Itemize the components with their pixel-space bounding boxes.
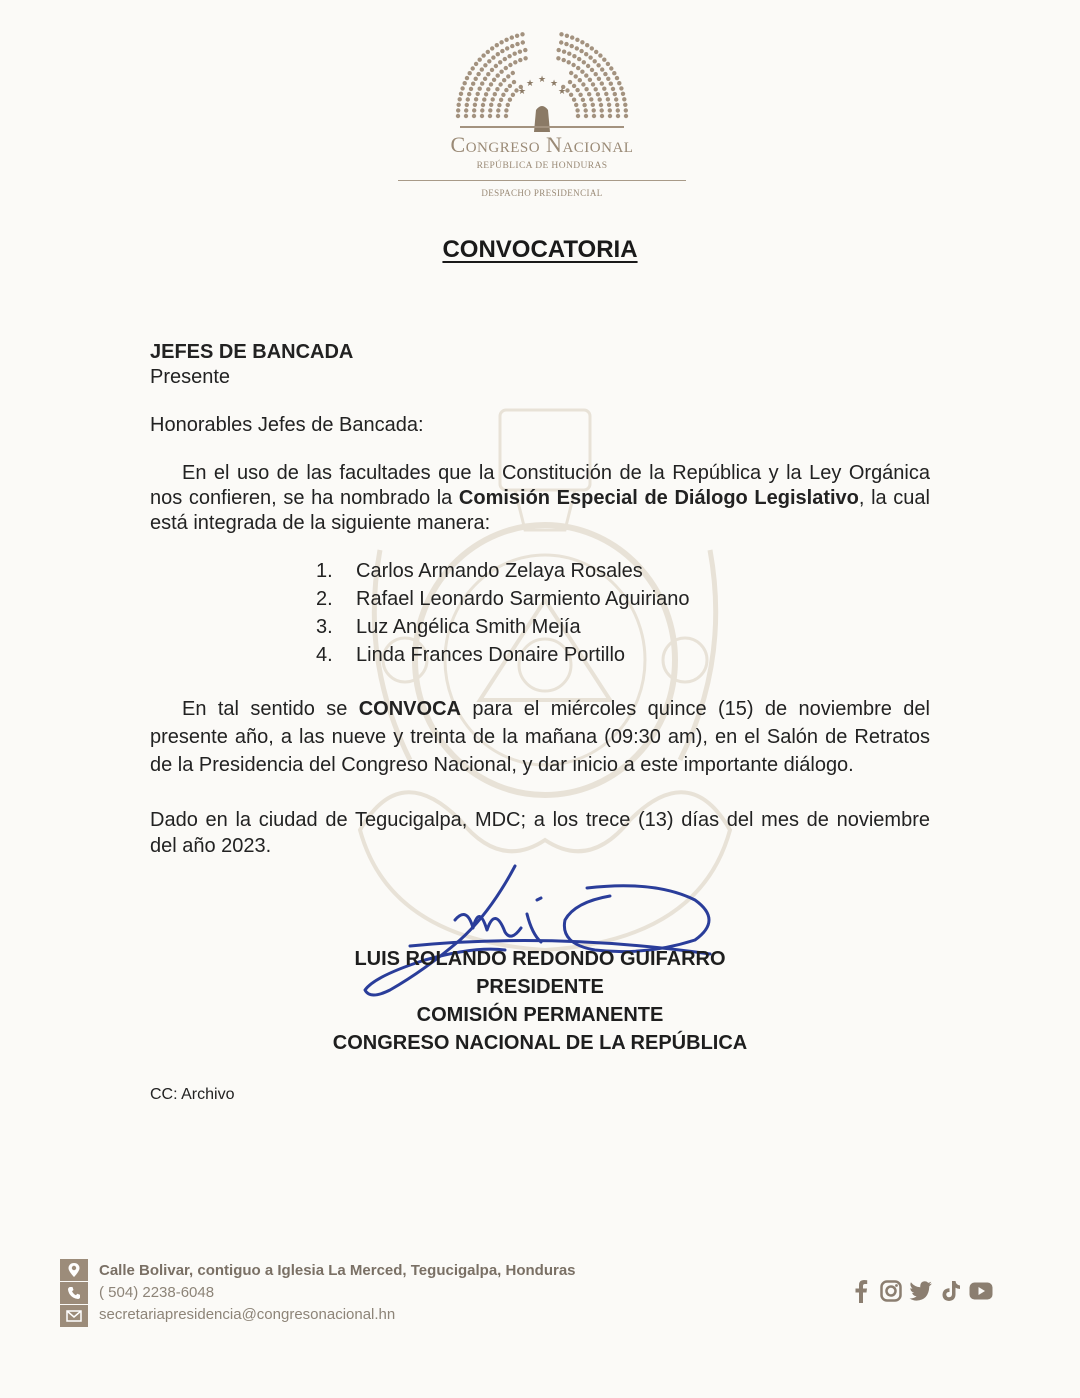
member-name: Rafael Leonardo Sarmiento Aguiriano — [356, 588, 690, 610]
paragraph-convocation-text-b: para el miércoles quince (15) de noviembre del presente año, a las nueve y treinta de la mañana (09:30 am), en el Salón de Retratos de la Presidencia del Congreso Nacional, y dar inicio a este importante diálogo. — [150, 698, 930, 776]
signatory-institution: CONGRESO NACIONAL DE LA REPÚBLICA — [332, 1032, 748, 1054]
svg-text:★: ★ — [525, 78, 535, 88]
list-item — [316, 615, 690, 643]
recipient: JEFES DE BANCADA — [150, 341, 354, 363]
paragraph-commission-text-a: En el uso de las facultades que la Constitución de la República y la Ley Orgánica nos confieren, se ha nombrado la — [150, 462, 930, 509]
paragraph-convocation-text-a: En tal sentido se — [182, 698, 359, 720]
member-name: Linda Frances Donaire Portillo — [356, 644, 626, 666]
list-item-number: 3. — [316, 616, 333, 638]
signatory-title: PRESIDENTE — [476, 976, 604, 998]
footer-email[interactable]: secretariapresidencia@congresonacional.hn — [99, 1306, 396, 1323]
org-name: Congreso Nacional — [450, 132, 634, 157]
salutation: Honorables Jefes de Bancada: — [150, 414, 424, 436]
paragraph-convocation — [150, 695, 930, 779]
svg-text:★: ★ — [517, 86, 527, 96]
instagram-icon[interactable] — [878, 1278, 904, 1304]
social-links — [848, 1278, 994, 1304]
member-list — [316, 559, 690, 671]
list-item-number: 1. — [316, 560, 333, 582]
list-item — [316, 559, 690, 587]
commission-name: Comisión Especial de Diálogo Legislativo — [458, 487, 859, 509]
phone-icon — [60, 1282, 88, 1304]
paragraph-commission-text-b: , la cual está integrada de la siguiente manera: — [150, 487, 930, 534]
list-item-number: 2. — [316, 588, 333, 610]
letterhead-divider — [398, 180, 686, 181]
list-item-number: 4. — [316, 644, 333, 666]
youtube-icon[interactable] — [968, 1278, 994, 1304]
email-icon — [60, 1305, 88, 1327]
svg-text:★: ★ — [549, 78, 559, 88]
document-title: CONVOCATORIA — [442, 236, 638, 263]
signatory-name: LUIS ROLANDO REDONDO GUIFARRO — [354, 948, 726, 970]
parliament-seats-emblem-icon — [450, 22, 634, 137]
office-name: DESPACHO PRESIDENCIAL — [481, 188, 603, 198]
twitter-icon[interactable] — [908, 1278, 934, 1304]
footer-address: Calle Bolivar, contiguo a Iglesia La Merced, Tegucigalpa, Honduras — [99, 1262, 576, 1279]
member-name: Carlos Armando Zelaya Rosales — [356, 560, 643, 582]
tiktok-icon[interactable] — [938, 1278, 964, 1304]
svg-text:★: ★ — [557, 86, 567, 96]
org-subtitle: REPÚBLICA DE HONDURAS — [476, 161, 608, 171]
svg-text:★: ★ — [537, 74, 547, 84]
list-item — [316, 643, 690, 671]
recipient-sub: Presente — [150, 366, 231, 388]
list-item — [316, 587, 690, 615]
signatory-body: COMISIÓN PERMANENTE — [416, 1004, 664, 1026]
footer-phone: ( 504) 2238-6048 — [99, 1284, 215, 1301]
paragraph-date: Dado en la ciudad de Tegucigalpa, MDC; a los trece (13) días del mes de noviembre del año 2023. — [150, 809, 930, 857]
paragraph-commission — [150, 461, 930, 536]
facebook-icon[interactable] — [848, 1278, 874, 1304]
location-pin-icon — [60, 1259, 88, 1281]
cc-note: CC: Archivo — [150, 1086, 235, 1103]
member-name: Luz Angélica Smith Mejía — [356, 616, 581, 638]
convoca-word: CONVOCA — [358, 698, 461, 720]
